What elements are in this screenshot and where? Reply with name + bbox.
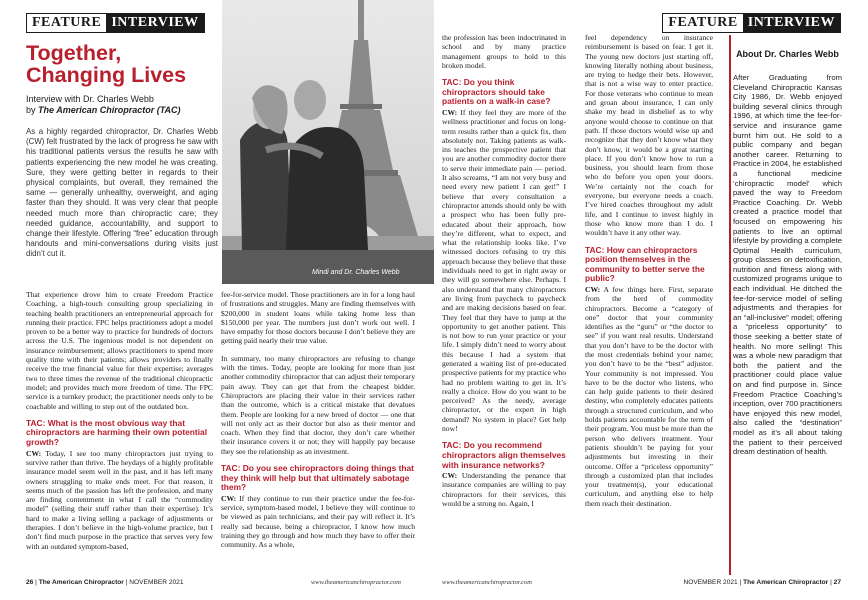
left-column-1 xyxy=(26,290,213,559)
page-number: 27 xyxy=(833,579,841,586)
about-sidebar xyxy=(729,35,842,575)
article-subhead xyxy=(26,94,226,116)
issue-date: NOVEMBER 2021 xyxy=(683,579,738,586)
right-column-1 xyxy=(442,33,566,516)
paragraph: fee-for-service model. Those practitioners are in for a long haul of frustrations and struggles. Many are finding themselves with $200,000 in student loans while taking home less than $150,000 per year. The numbers just don’t work out well. I have empathy for those doctors because I don’t believe they are getting paid nearly their true value. xyxy=(221,290,415,346)
question-heading: TAC: Do you think chiropractors should take patients on a walk-in case? xyxy=(442,77,551,107)
byline xyxy=(26,105,226,116)
cw-label: CW: xyxy=(442,107,458,117)
paragraph: feel dependency on insurance reimbursement is based on fear. I get it. The young new doctors just starting off, knowing literally nothing about business, are trying to hedge their bets. However, that is not a wise way to enter practice. For those veterans who continue to mean and groan about insurance, I can only shake my head in disbelief as to why anyone would choose to continue on that path. If those doctors would wise up and recognize that they don’t know what they don’t know, it would be a great starting place. If you don’t know how to run a business, you should learn from those who do before you open your doors. We’re certainly not the coach for everyone, but everyone needs a coach. I’ve hired coaches throughout my adult life, and I continue to invest highly in those who know more than I do. I wouldn’t have it any other way. xyxy=(585,33,713,238)
answer-text: If they continue to run their practice under the fee-for-service, symptom-based model, I believe they will continue to be viewed as pain technicians, and their pay will reflect it. It’s really sad because, being a chiropractor, I know how much training they go through and how much they have to offer their community. As a whole, xyxy=(221,493,415,550)
footer-url-link[interactable]: www.theamericanchiropractor.com xyxy=(442,579,532,586)
cw-label: CW: xyxy=(26,448,42,458)
answer-text: A few things here. First, separate from the herd of commodity chiropractors. Become a “category of one” doctor that your community identifies as the “guru” or “the doctor to see” if you want real results. Understand that you don’t have to be the doctor with the most credentials behind your name; you don’t have to be the “best” adjustor. Your community is not impressed. You have to be the doctor who listens, who can help guide patients to their desired destiny, who completely educates patients through a structured curriculum, and who holds patients accountable for the term of their program. You must be more than the person who delivers treatment. Your patients shouldn’t be paying for your adjustments but investing in their outcome. Offer a “priceless opportunity” through a customized plan that includes your treatment(s), your educational curriculum, and anything else to help them reach their destination. xyxy=(585,284,713,508)
question-heading: TAC: Do you recommend chiropractors align themselves with insurance networks? xyxy=(442,440,566,470)
interview-label: INTERVIEW xyxy=(743,14,840,32)
right-footer: NOVEMBER 2021 | The American Chiropractor | 27 xyxy=(683,579,841,586)
answer-text: If they feel they are more of the wellness practitioner and focus on long-term results rather than a quick fix, then absolutely not. Taking patients as walk-ins teaches the prospective patient that you are another commodity doctor there to serve their immediate pain — period. It also screams, “I am not very busy and need every new patient I can get!” I believe that every consultation a chiropractor attends should only be with a prospect who has been fully pre-educated about their approach, how they’re different, what to expect, and what the relationship looks like. I’ve witnessed doctors refusing to try this approach because they believe that these individuals need to get in right away or they will go somewhere else. Perhaps. I also understand that many chiropractors are living from paycheck to paycheck and are making decisions based on fear. They feel that they have to jump at the opportunity to get another patient. This is not how to run your practice or your life. I simply didn’t need to worry about this because I had a system that generated a waiting list of pre-educated prospective patients for my practice who had no problem waiting to get in. It’s really a choice. How do you want to be perceived? As the needy, average chiropractor, or the expert in high demand? No system in place? Get help now! xyxy=(442,107,566,434)
page-number: 26 xyxy=(26,579,34,586)
answer-paragraph xyxy=(221,494,415,550)
byline-org: The American Chiropractor (TAC) xyxy=(38,105,181,115)
answer-text: Understanding the penance that insurance companies are willing to pay chiropractors for their services, this would be a strong no. Again, I xyxy=(442,471,566,509)
magazine-name: The American Chiropractor xyxy=(743,579,829,586)
feature-label: FEATURE xyxy=(663,14,742,32)
answer-paragraph xyxy=(442,108,566,433)
byline-prefix: by xyxy=(26,105,36,115)
feature-interview-tag xyxy=(26,13,205,33)
sidebar-title: About Dr. Charles Webb xyxy=(736,49,839,59)
cw-label: CW: xyxy=(442,471,458,481)
cw-label: CW: xyxy=(221,493,237,503)
article-headline: Together, Changing Lives xyxy=(26,41,187,87)
sidebar-rule xyxy=(729,35,731,575)
footer-url-link[interactable]: www.theamericanchiropractor.com xyxy=(311,579,401,586)
question-heading: TAC: How can chiropractors position themselves in the community to better serve the public? xyxy=(585,244,705,284)
feature-label: FEATURE xyxy=(27,14,106,32)
interview-label: INTERVIEW xyxy=(106,14,203,32)
left-footer: 26 | The American Chiropractor | NOVEMBER 2021 xyxy=(26,579,184,586)
paragraph: That experience drove him to create Freedom Practice Coaching, a high-touch consulting group specializing in teaching health practitioners an entrepreneurial approach for running their practice. FPC helps practitioners adopt a model proven to be a better way to practice for hundreds of doctors across the U.S. The ingenious model is not dependent on insurance reimbursement; allows practitioners to spend more quality time with their patients; allows providers to finally receive the true financial value for their expertise; averages two to three times the revenue of the traditional chiropractic model; and provides much more freedom of time. The FPC service is a turnkey product; the practitioner needs only to be coachable and willing to step out of the outdated box. xyxy=(26,290,213,411)
paragraph: In summary, too many chiropractors are refusing to change with the times. Today, people are looking for more than just another commodity chiropractor that can adjust their temporary pain away. They can get that from the cheapest bidder. Chiropractors are placing their value in their services rather than the outcome, which is a critical mistake that devalues them. People are looking for a new breed of doctor — one that will not only act as their doctor but also as their mentor and coach. When they find that doctor, they don’t care whether their insurance covers it or not; they will happily pay because they see the relationship as an investment. xyxy=(221,353,415,456)
cw-label: CW: xyxy=(585,284,601,294)
question-heading: TAC: Do you see chiropractors doing things that they think will help but that ultimately sabotage them? xyxy=(221,463,414,493)
issue-date: NOVEMBER 2021 xyxy=(129,579,184,586)
answer-paragraph xyxy=(26,449,213,551)
article-intro: As a highly regarded chiropractor, Dr. Charles Webb (CW) felt frustrated by the lack of progress he saw with his traditional patients versus the results he saw with patients experiencing the new model he was creating. Sure, they were getting better in regards to their physical complaints, but overall, they remained the same — generally unhealthy, overweight, and aging faster than they should. It was very clear that people needed much more than chiropractic care; they needed guidance, accountability, and support to change their lifestyle. Offering “free” education through handouts and mini-conversations during visits just didn’t cut it. xyxy=(26,127,218,259)
answer-paragraph xyxy=(585,285,713,508)
answer-paragraph xyxy=(442,471,566,508)
sidebar-body: After Graduating from Cleveland Chiropractic Kansas City 1986, Dr. Webb enjoyed building several clinics through 1996, at which time the fee-for-service and insurance game burnt him out. He sold to a public company and began another career. Returning to Practice in 2004, he established a functional medicine ‘chiropractic model’ which paved the way to Freedom Practice Coaching. Dr. Webb created a practice model that focused on empowering his patients to live an optimal lifestyle by providing a complete Optimal Health curriculum, group classes on detoxification, nutrition and fitness along with customized programs unique to each individual. He ditched the fee-for-service model of selling adjustments and therapies for an “all-inclusive” model; offering a “priceless opportunity” to those seeking a better state of health. No more selling! This was a whole new paradigm that both the patient and the practitioner could place value on and find purpose in. Since Freedom Practice Coaching’s inception, over 700 practitioners have enjoyed this new model, also called the “destination” model as it’s all about taking the patient to their perceived dream destination of health. xyxy=(733,73,842,457)
photo-illustration xyxy=(222,0,434,284)
feature-interview-tag xyxy=(662,13,841,33)
photo-caption: Mindi and Dr. Charles Webb xyxy=(312,269,400,276)
subhead-title: Interview with Dr. Charles Webb xyxy=(26,94,154,104)
right-column-2 xyxy=(585,33,713,516)
left-column-2 xyxy=(221,290,415,558)
paragraph: the profession has been indoctrinated in school and by many practice management groups to hold to this broken model. xyxy=(442,33,566,70)
couple-eiffel-photo xyxy=(222,0,434,284)
question-heading: TAC: What is the most obvious way that chiropractors are harming their own potential growth? xyxy=(26,417,208,448)
magazine-name: The American Chiropractor xyxy=(38,579,124,586)
answer-text: Today, I see too many chiropractors just trying to survive rather than thrive. The heydays of a highly profitable insurance model seem well in the past, and it has left many owners struggling to make ends meet. For that reason, it seems much of the passion has left the profession, and many are finding contentment in what I call the “commodity model” (selling their stuff rather than their expertise). It’s hard to make a living selling a package of adjustments or therapies. I don’t believe in the high-volume practice, but I don’t find much purpose in the practice that serves very few with an outdated symptom-based, xyxy=(26,448,213,551)
